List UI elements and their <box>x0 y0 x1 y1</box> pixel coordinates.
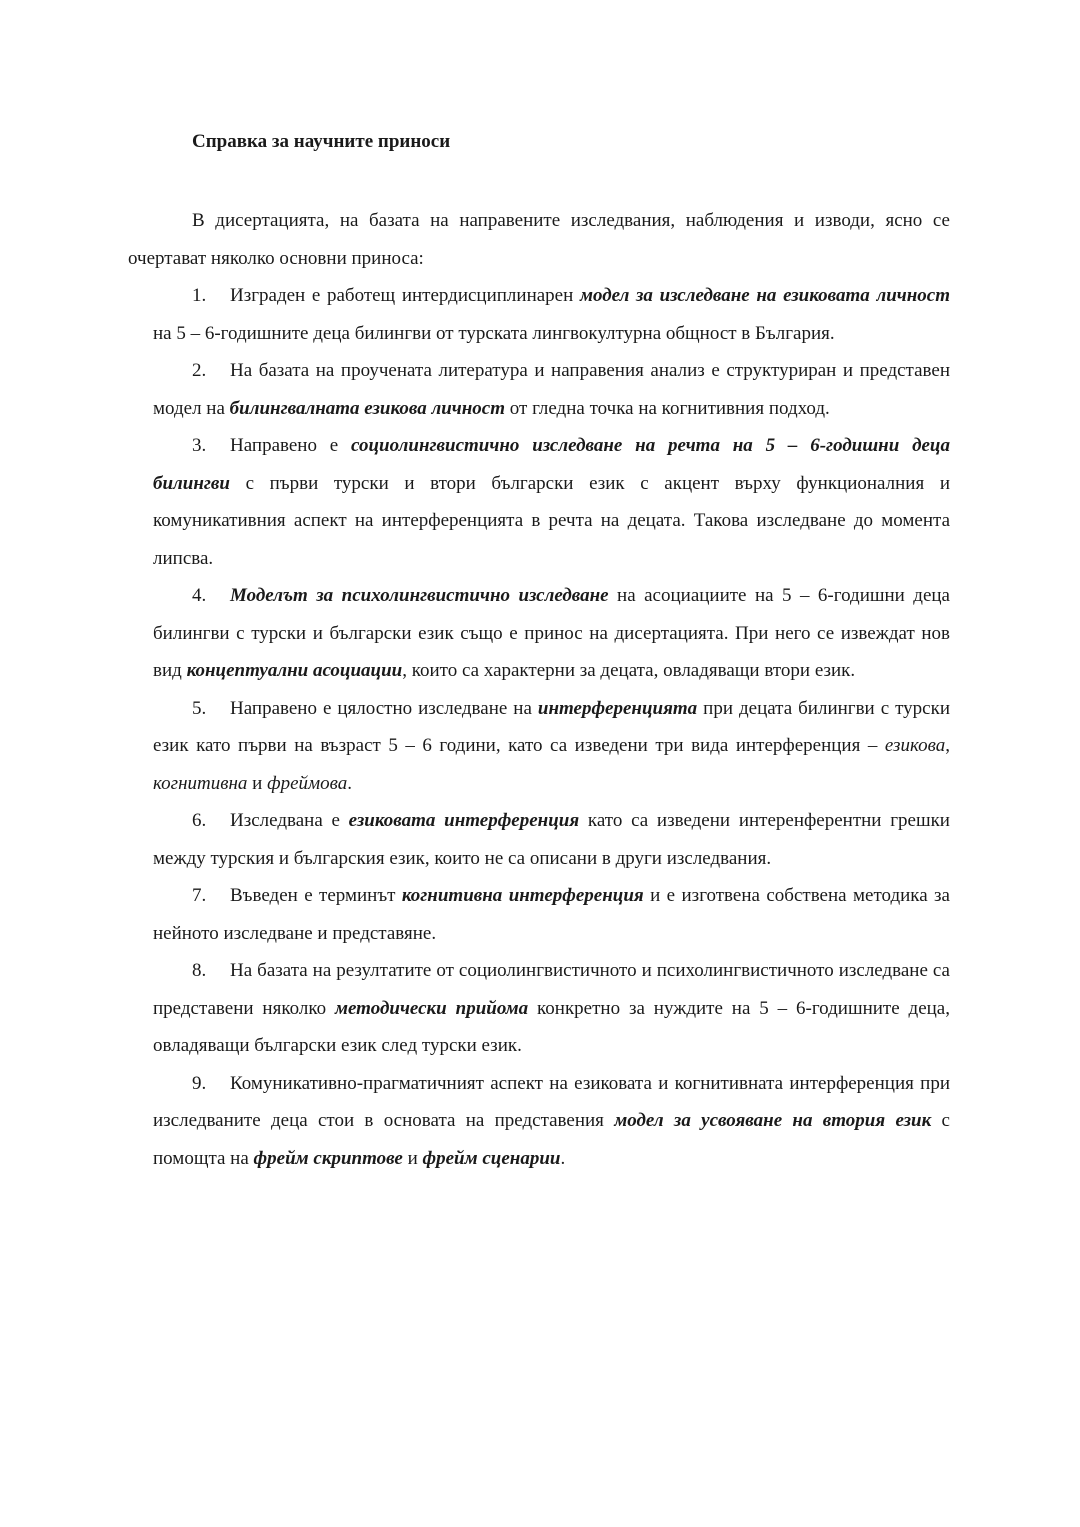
item-text: Комуникативно-прагматичният аспект на езиковата и когнитивната интерференция при изследваните деца стои в основата на представения <box>153 1072 950 1131</box>
item-text: Направено е <box>230 435 352 456</box>
item-number: 3. <box>192 435 207 456</box>
list-item <box>153 352 950 427</box>
item-text: при децата билингви с турски език като първи на възраст 5 – 6 години, като са изведени три вида интерференция – <box>153 697 950 756</box>
item-text: . <box>347 772 352 794</box>
item-number: 5. <box>192 697 207 719</box>
list-item <box>153 1065 950 1178</box>
list-item <box>153 802 950 877</box>
item-number: 7. <box>192 885 207 906</box>
item-emphasis: фрейм скриптове <box>253 1147 403 1169</box>
item-emphasis: методически прийома <box>334 997 529 1019</box>
item-text: от гледна точка на когнитивния подход. <box>505 397 830 419</box>
list-item <box>153 427 950 577</box>
item-italic: фреймова <box>267 772 348 794</box>
item-text: и <box>402 1147 423 1169</box>
contributions-list <box>153 277 950 1177</box>
item-text: конкретно за нуждите на 5 – 6-годишните деца, овладяващи български език след турски език. <box>153 997 950 1056</box>
item-text: , които са характерни за децата, овладяващи втори език. <box>402 660 856 681</box>
item-number: 6. <box>192 810 207 831</box>
item-text: . <box>560 1147 566 1169</box>
item-text: и <box>247 772 268 794</box>
item-text: , <box>945 735 950 756</box>
list-item <box>153 877 950 952</box>
list-item <box>153 690 950 803</box>
item-emphasis: модел за усвояване на втория език <box>614 1110 932 1131</box>
item-emphasis: билингвалната езикова личност <box>229 397 506 419</box>
item-emphasis: социолингвистично изследване на речта на 5 – 6-годишни деца билингви <box>153 435 950 494</box>
page-title: Справка за научните приноси <box>192 131 451 152</box>
item-text: на 5 – 6-годишните деца билингви от турската лингвокултурна общност в България. <box>153 322 835 344</box>
item-number: 9. <box>192 1072 207 1094</box>
item-text: Въведен е терминът <box>230 885 402 906</box>
item-emphasis: Моделът за психолингвистично изследване <box>230 585 609 606</box>
intro-paragraph: В дисертацията, на базата на направените изследвания, наблюдения и изводи, ясно се очертават няколко основни приноса: <box>128 210 950 269</box>
item-number: 8. <box>192 960 207 981</box>
item-number: 2. <box>192 360 207 381</box>
item-text: Изграден е работещ интердисциплинарен <box>230 285 580 306</box>
list-item <box>153 277 950 352</box>
item-italic: езикова <box>884 735 946 756</box>
item-emphasis: фрейм сценарии <box>422 1147 561 1169</box>
item-emphasis: модел за изследване на езиковата личност <box>579 285 950 306</box>
item-emphasis: концептуални асоциации <box>186 660 403 681</box>
item-italic: когнитивна <box>153 772 248 794</box>
item-text: с помощта на <box>153 1110 950 1169</box>
item-text: с първи турски и втори български език с акцент върху функционалния и комуникативния аспект на интерференцията в речта на децата. Такова изследване до момента липсва. <box>153 472 950 569</box>
list-item <box>153 577 950 690</box>
list-item <box>153 952 950 1065</box>
item-number: 1. <box>192 285 207 306</box>
item-number: 4. <box>192 585 207 606</box>
item-text: Изследвана е <box>230 810 349 831</box>
item-text: като са изведени интеренферентни грешки между турския и българския език, които не са описани в други изследвания. <box>153 810 950 869</box>
item-emphasis: когнитивна интерференция <box>401 885 644 906</box>
item-text: и е изготвена собствена методика за нейното изследване и представяне. <box>153 885 950 944</box>
item-text: на асоциациите на 5 – 6-годишни деца билингви с турски и български език също е принос на дисертацията. При него се извеждат нов вид <box>153 585 950 681</box>
item-text: Направено е цялостно изследване на <box>230 697 538 719</box>
item-emphasis: езиковата интерференция <box>348 810 580 831</box>
item-emphasis: интерференцията <box>537 697 698 719</box>
item-text: На базата на проучената литература и направения анализ е структуриран и представен модел на <box>153 360 950 419</box>
item-text: На базата на резултатите от социолингвистичното и психолингвистичното изследване са представени няколко <box>153 960 950 1019</box>
